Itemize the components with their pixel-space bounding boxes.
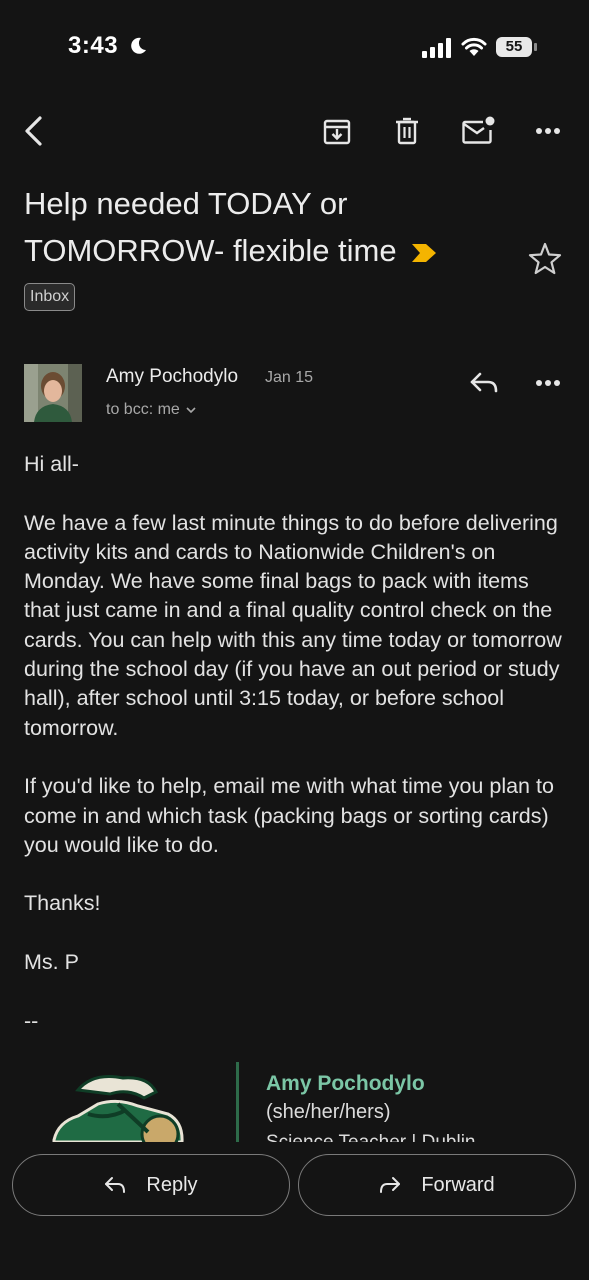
body-signoff: Ms. P	[24, 950, 79, 975]
archive-button[interactable]	[315, 109, 359, 153]
mark-unread-button[interactable]	[456, 109, 500, 153]
avatar[interactable]	[24, 364, 82, 422]
status-time: 3:43	[68, 32, 119, 59]
reply-icon	[104, 1176, 126, 1194]
mark-unread-icon	[461, 116, 495, 146]
signature-title	[266, 1133, 475, 1142]
email-body	[24, 450, 564, 1065]
delete-button[interactable]	[385, 109, 429, 153]
forward-icon	[379, 1176, 401, 1194]
more-options-icon	[535, 379, 561, 387]
chevron-down-icon	[186, 406, 196, 414]
recipients-details[interactable]	[106, 401, 196, 419]
body-paragraph: We have a few last minute things to do before delivering activity kits and cards to Nationwide Children's on Monday. We have some final bags to pack with items that just came in and a final quality control check on the cards. You can help with this any time today or tomorrow during the school day (if you have an out period or study hall), after school until 3:15 today, or before school tomorrow.	[24, 510, 562, 740]
star-icon[interactable]	[524, 238, 566, 280]
subject-text: Help needed TODAY or TOMORROW- flexible time	[24, 186, 397, 268]
body-paragraph: If you'd like to help, email me with what time you plan to come in and which task (packing bags or sorting cards) you would like to do.	[24, 774, 554, 857]
school-logo	[48, 1070, 188, 1142]
cellular-signal-icon	[422, 38, 452, 58]
forward-label: Forward	[421, 1173, 495, 1196]
body-greeting: Hi all-	[24, 452, 79, 476]
reply-label: Reply	[146, 1173, 198, 1196]
sender-name: Amy Pochodylo	[106, 366, 239, 387]
battery-indicator	[496, 37, 538, 57]
moon-icon	[128, 36, 148, 56]
bottom-action-bar	[0, 1142, 589, 1280]
recipients-text: to bcc: me	[106, 401, 180, 418]
signature-divider	[236, 1062, 239, 1142]
signature-name: Amy Pochodylo	[266, 1072, 425, 1095]
more-options-icon	[535, 127, 561, 135]
reply-icon-button[interactable]	[462, 361, 506, 405]
signature-pronouns: (she/her/hers)	[266, 1101, 391, 1123]
message-more-button[interactable]	[526, 361, 570, 405]
reply-button[interactable]	[12, 1154, 290, 1216]
more-options-button[interactable]	[526, 109, 570, 153]
wifi-icon	[461, 36, 487, 58]
forward-button[interactable]	[298, 1154, 576, 1216]
status-bar	[0, 0, 589, 96]
battery-level: 55	[505, 38, 523, 55]
reply-icon	[469, 371, 499, 395]
email-subject	[24, 180, 504, 274]
archive-icon	[322, 116, 352, 146]
important-marker-icon[interactable]	[411, 243, 437, 263]
signature-separator: --	[24, 1008, 39, 1033]
inbox-label-chip[interactable]: Inbox	[24, 283, 75, 311]
back-arrow-icon	[22, 116, 46, 146]
email-date: Jan 15	[265, 369, 314, 386]
back-button[interactable]	[12, 109, 56, 153]
trash-icon	[394, 116, 420, 146]
body-thanks: Thanks!	[24, 891, 101, 916]
